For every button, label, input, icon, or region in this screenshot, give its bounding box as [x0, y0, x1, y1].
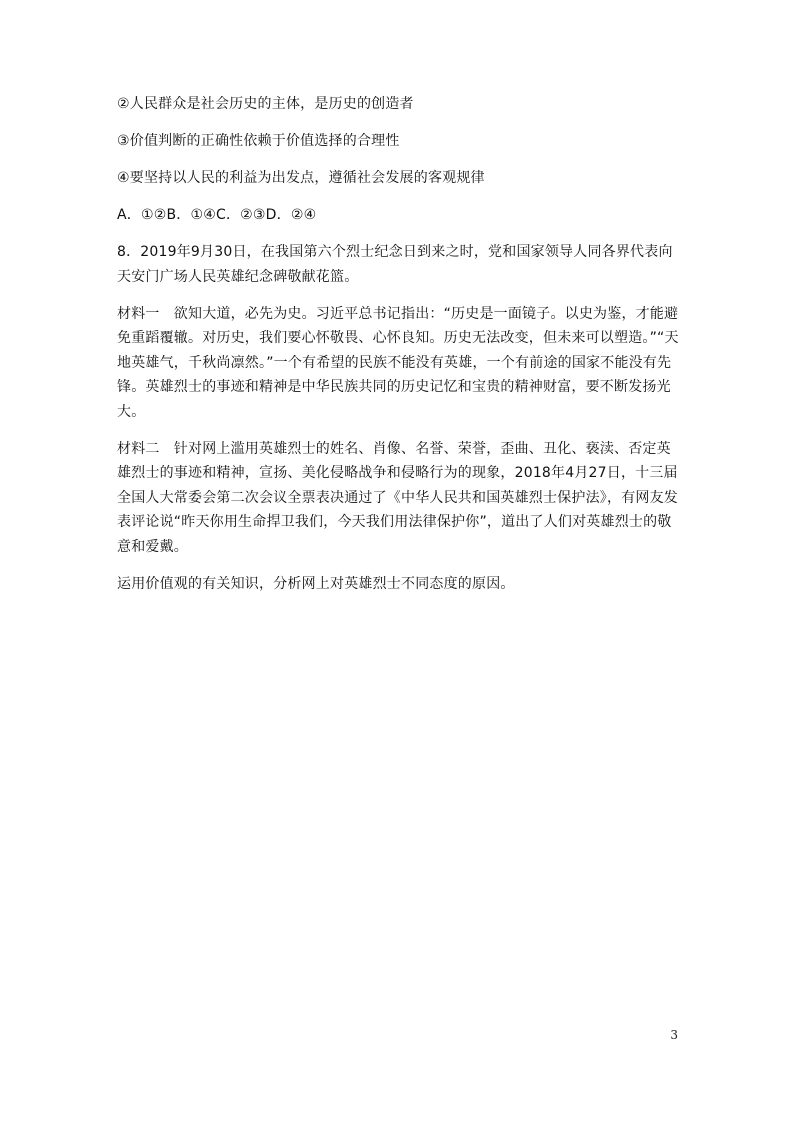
answer-choices: A．①②B．①④C．②③D．②④	[117, 207, 317, 223]
page-number: 3	[670, 1028, 678, 1042]
question-task: 运用价值观的有关知识，分析网上对英雄烈士不同态度的原因。	[117, 575, 515, 592]
option-statement-4: ④要坚持以人民的利益为出发点，遵循社会发展的客观规律	[117, 170, 485, 186]
material-one: 材料一 欲知大道，必先为史。习近平总书记指出：“历史是一面镜子。以史为鉴，才能避免重蹈覆辙。对历史，我们要心怀敬畏、心怀良知。历史无法改变，但未来可以塑造。”“天地英雄气，千秋尚凛然。”一个有希望的民族不能没有英雄，一个有前途的国家不能没有先锋。英雄烈士的事迹和精神是中华民族共同的历史记忆和宝贵的精神财富，要不断发扬光大。	[117, 305, 679, 420]
material-two: 材料二 针对网上滥用英雄烈士的姓名、肖像、名誉、荣誉，歪曲、丑化、亵渎、否定英雄烈士的事迹和精神，宣扬、美化侵略战争和侵略行为的现象，2018年4月27日，十三届全国人大常委会第二次会议全票表决通过了《中华人民共和国英雄烈士保护法》，有网友发表评论说“昨天你用生命捍卫我们，今天我们用法律保护你”，道出了人们对英雄烈士的敬意和爱戴。	[117, 440, 678, 555]
question-8-stem: 8．2019年9月30日，在我国第六个烈士纪念日到来之时，党和国家领导人同各界代表向天安门广场人民英雄纪念碑敬献花篮。	[117, 244, 673, 285]
option-statement-2: ②人民群众是社会历史的主体，是历史的创造者	[117, 96, 414, 112]
option-statement-3: ③价值判断的正确性依赖于价值选择的合理性	[117, 133, 400, 149]
document-body	[117, 92, 681, 596]
